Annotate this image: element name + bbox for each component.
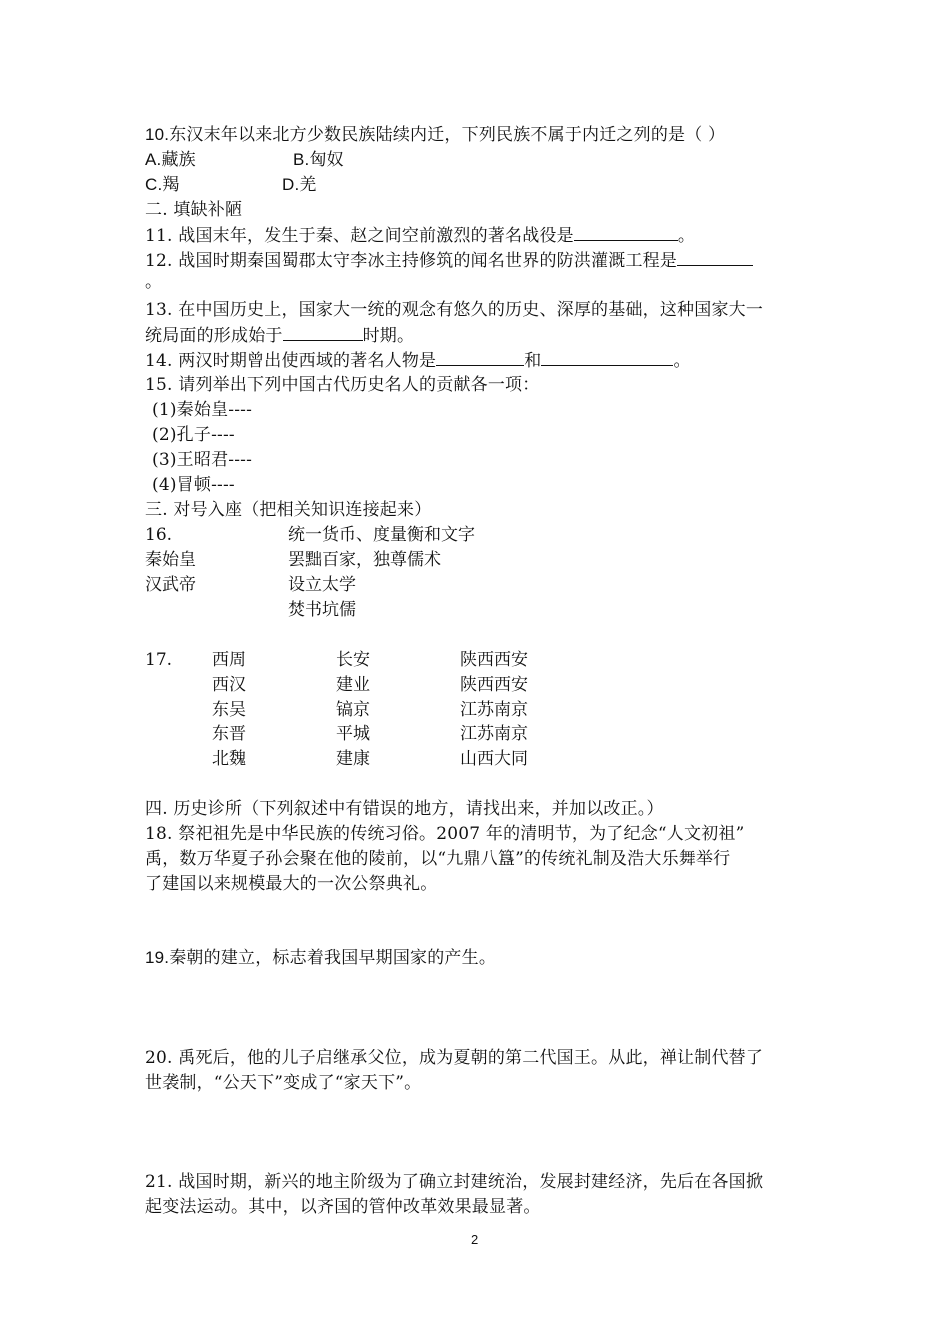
- section-3-heading: 三. 对号入座（把相关知识连接起来）: [145, 500, 432, 520]
- section-2-heading: 二. 填缺补陋: [145, 200, 243, 220]
- question-19-text: 秦朝的建立，标志着我国早期国家的产生。: [169, 948, 497, 968]
- question-11-text: 11. 战国末年，发生于秦、赵之间空前激烈的著名战役是: [145, 226, 574, 246]
- q17-capital: 镐京: [336, 700, 370, 720]
- question-19: [145, 946, 496, 970]
- question-17-number: 17.: [145, 650, 173, 670]
- q17-place: 陕西西安: [460, 650, 528, 670]
- question-12-text: 12. 战国时期秦国蜀郡太守李冰主持修筑的闻名世界的防洪灌溉工程是: [145, 251, 678, 271]
- q17-dynasty: 西汉: [212, 675, 246, 695]
- q17-place: 山西大同: [460, 749, 528, 769]
- q16-deed: 统一货币、度量衡和文字: [288, 525, 475, 545]
- question-15-item: (4)冒顿----: [152, 475, 235, 495]
- q17-capital: 建康: [336, 749, 370, 769]
- question-18-line: 18. 祭祀祖先是中华民族的传统习俗。2007 年的清明节，为了纪念“人文初祖”: [145, 824, 745, 844]
- q17-dynasty: 东吴: [212, 700, 246, 720]
- question-15-item: (2)孔子----: [152, 425, 235, 445]
- question-18-line: 禹，数万华夏子孙会聚在他的陵前，以“九鼎八簋”的传统礼制及浩大乐舞举行: [145, 849, 731, 869]
- question-14-end: 。: [673, 351, 691, 371]
- question-stem: 东汉末年以来北方少数民族陆续内迁，下列民族不属于内迁之列的是（ ）: [169, 125, 726, 145]
- question-13-end: 时期。: [362, 326, 415, 346]
- option-c: 羯: [162, 175, 180, 195]
- option-c-key: C.: [145, 175, 163, 194]
- question-21-line: 起变法运动。其中，以齐国的管仲改革效果最显著。: [145, 1197, 541, 1217]
- question-13-line1: 13. 在中国历史上，国家大一统的观念有悠久的历史、深厚的基础，这种国家大一: [145, 300, 764, 320]
- q17-place: 江苏南京: [460, 724, 528, 744]
- question-11: [145, 223, 695, 248]
- q17-place: 陕西西安: [460, 675, 528, 695]
- answer-blank: [283, 323, 363, 341]
- question-20-line: 世袭制，“公天下”变成了“家天下”。: [145, 1073, 422, 1093]
- question-15-item: (1)秦始皇----: [152, 400, 253, 420]
- question-14: [145, 348, 691, 373]
- answer-blank: [574, 223, 678, 241]
- q16-deed: 罢黜百家，独尊儒术: [288, 550, 441, 570]
- option-d-wrap: [282, 173, 317, 197]
- question-10: [145, 123, 725, 147]
- option-b-wrap: [293, 148, 344, 172]
- option-d-key: D.: [282, 175, 300, 194]
- q16-deed: 焚书坑儒: [288, 600, 356, 620]
- question-18-line: 了建国以来规模最大的一次公祭典礼。: [145, 874, 438, 894]
- option-d: 羌: [299, 175, 317, 195]
- question-12-end: 。: [145, 272, 163, 292]
- q17-place: 江苏南京: [460, 700, 528, 720]
- q17-capital: 平城: [336, 724, 370, 744]
- option-b: 匈奴: [309, 150, 344, 170]
- q17-capital: 长安: [336, 650, 370, 670]
- question-16-number: 16.: [145, 525, 173, 545]
- option-a: 藏族: [161, 150, 196, 170]
- page-number: 2: [471, 1232, 479, 1247]
- option-a-key: A.: [145, 150, 162, 169]
- question-13-line2: [145, 323, 414, 348]
- q17-capital: 建业: [336, 675, 370, 695]
- answer-blank: [436, 348, 524, 366]
- question-11-end: 。: [677, 226, 696, 246]
- question-20-line: 20. 禹死后，他的儿子启继承父位，成为夏朝的第二代国王。从此，禅让制代替了: [145, 1048, 764, 1068]
- question-13-text: 统局面的形成始于: [145, 326, 283, 346]
- options-row-ab: [145, 148, 196, 172]
- answer-blank: [677, 248, 753, 266]
- q17-dynasty: 西周: [212, 650, 246, 670]
- q16-deed: 设立太学: [288, 575, 356, 595]
- q17-dynasty: 北魏: [212, 749, 246, 769]
- question-14-text: 14. 两汉时期曾出使西域的著名人物是: [145, 351, 437, 371]
- option-b-key: B.: [293, 150, 310, 169]
- question-15-stem: 15. 请列举出下列中国古代历史名人的贡献各一项：: [145, 375, 540, 395]
- question-number: 10.: [145, 125, 170, 144]
- q16-person: 秦始皇: [145, 550, 196, 570]
- answer-blank: [541, 348, 673, 366]
- question-15-item: (3)王昭君----: [152, 450, 253, 470]
- q16-person: 汉武帝: [145, 575, 196, 595]
- question-14-mid: 和: [524, 351, 542, 371]
- question-21-line: 21. 战国时期，新兴的地主阶级为了确立封建统治，发展封建经济，先后在各国掀: [145, 1172, 764, 1192]
- question-number: 19.: [145, 948, 170, 967]
- section-4-heading: 四. 历史诊所（下列叙述中有错误的地方，请找出来，并加以改正。）: [145, 799, 664, 819]
- question-12: [145, 248, 753, 273]
- q17-dynasty: 东晋: [212, 724, 246, 744]
- options-row-cd: [145, 173, 180, 197]
